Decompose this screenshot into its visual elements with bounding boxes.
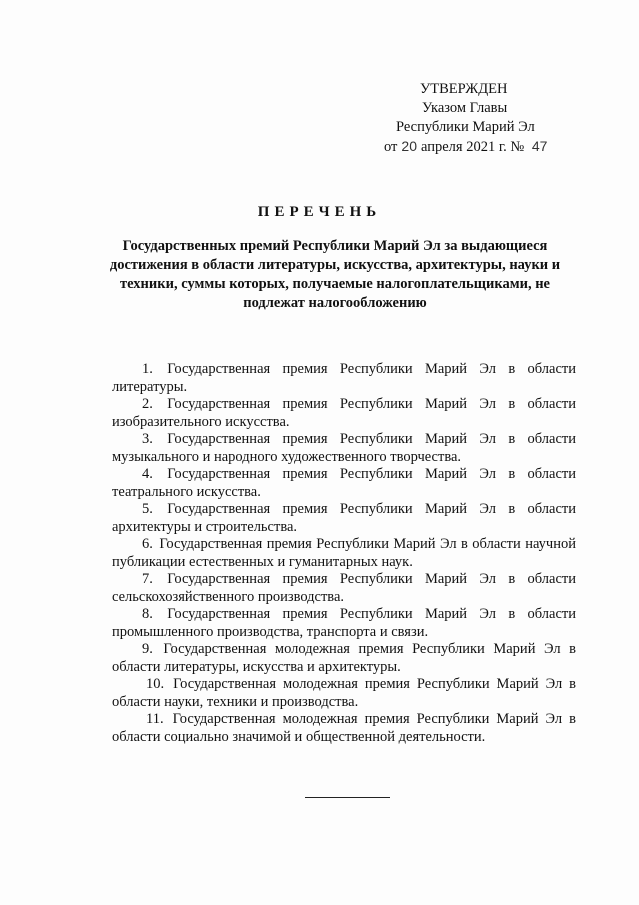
document-heading: ПЕРЕЧЕНЬ xyxy=(257,204,382,220)
list-item-text: Государственная молодежная премия Республики Марий Эл в области науки, техники и производства. xyxy=(112,676,576,710)
list-item-number: 8. xyxy=(142,606,153,622)
approval-authority: Указом Главы xyxy=(422,100,508,116)
document-subtitle: Государственных премий Республики Марий Эл за выдающиеся достижения в области литературы, искусства, архитектуры, науки и техники, суммы которых, получаемые налогоплательщиками, не подлежат налогообложению xyxy=(109,238,561,311)
list-item xyxy=(112,536,576,571)
list-item-number: 2. xyxy=(142,396,153,412)
list-item xyxy=(112,361,576,396)
list-item-text: Государственная молодежная премия Республики Марий Эл в области социально значимой и общественной деятельности. xyxy=(112,711,577,745)
list-item-number: 9. xyxy=(142,641,153,657)
approval-title: УТВЕРЖДЕН xyxy=(420,81,508,97)
list-item-number: 1. xyxy=(142,361,153,377)
approval-doc-number: 47 xyxy=(531,138,548,154)
list-item xyxy=(112,431,576,466)
list-item xyxy=(112,711,576,746)
list-item-number: 10. xyxy=(146,676,165,692)
awards-list xyxy=(112,361,576,746)
approval-region: Республики Марий Эл xyxy=(396,119,535,135)
list-item-text: Государственная премия Республики Марий Эл в области сельскохозяйственного производства. xyxy=(112,571,576,605)
list-item-text: Государственная премия Республики Марий Эл в области музыкального и народного художественного творчества. xyxy=(112,431,576,465)
list-item-number: 11. xyxy=(146,711,164,727)
list-item xyxy=(112,396,576,431)
list-item xyxy=(112,606,576,641)
list-item-number: 6. xyxy=(142,536,153,552)
list-item-number: 4. xyxy=(142,466,153,482)
approval-date-prefix: от xyxy=(384,139,398,155)
list-item-number: 5. xyxy=(142,501,153,517)
list-item-text: Государственная премия Республики Марий Эл в области изобразительного искусства. xyxy=(112,396,576,430)
list-item xyxy=(112,676,576,711)
list-item-number: 7. xyxy=(142,571,153,587)
list-item-text: Государственная премия Республики Марий Эл в области архитектуры и строительства. xyxy=(112,501,576,535)
list-item-text: Государственная премия Республики Марий Эл в области театрального искусства. xyxy=(112,466,576,500)
approval-date-day: 20 xyxy=(401,138,417,154)
list-item-text: Государственная премия Республики Марий Эл в области промышленного производства, транспорта и связи. xyxy=(112,606,576,640)
list-item xyxy=(112,501,576,536)
approval-date-rest: апреля 2021 г. № xyxy=(420,139,525,155)
list-item-text: Государственная премия Республики Марий Эл в области научной публикации естественных и гуманитарных наук. xyxy=(112,536,576,570)
list-item-number: 3. xyxy=(142,431,153,447)
approval-stamp xyxy=(384,80,594,157)
list-item xyxy=(112,466,576,501)
closing-rule xyxy=(305,797,390,798)
approval-date-line xyxy=(384,137,594,157)
list-item-text: Государственная премия Республики Марий Эл в области литературы. xyxy=(112,361,576,395)
list-item xyxy=(112,641,576,676)
list-item xyxy=(112,571,576,606)
list-item-text: Государственная молодежная премия Республики Марий Эл в области литературы, искусства и архитектуры. xyxy=(112,641,577,675)
